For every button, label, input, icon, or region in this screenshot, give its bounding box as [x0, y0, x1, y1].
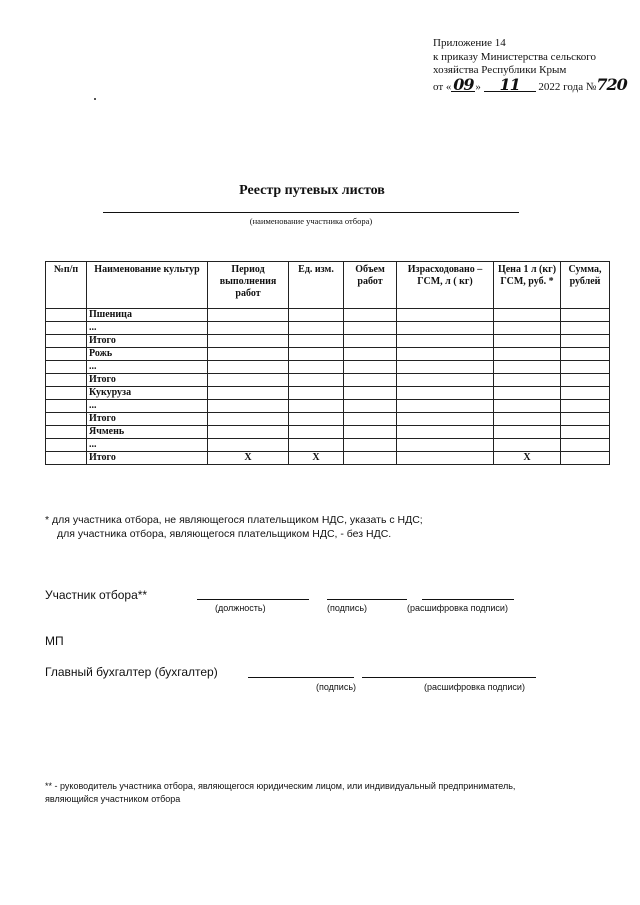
cell-period [208, 439, 289, 452]
cell-sum [561, 322, 610, 335]
cell-crop: ... [87, 400, 208, 413]
accountant-signature-field[interactable] [248, 677, 354, 678]
appendix-header [433, 37, 633, 94]
cell-num [46, 413, 87, 426]
table-row [46, 309, 610, 322]
cell-volume [344, 400, 397, 413]
cell-price [494, 426, 561, 439]
cell-volume [344, 348, 397, 361]
table-row [46, 426, 610, 439]
cell-fuel [397, 335, 494, 348]
cell-fuel [397, 387, 494, 400]
cell-price [494, 413, 561, 426]
cell-period [208, 413, 289, 426]
cell-period [208, 335, 289, 348]
ministry-name: хозяйства Республики Крым [433, 64, 567, 76]
vat-note-line-2: для участника отбора, являющегося плательщиком НДС, - без НДС. [57, 528, 392, 540]
waybill-registry-table [45, 261, 610, 465]
cell-unit: X [289, 452, 344, 465]
cell-fuel [397, 309, 494, 322]
cell-num [46, 348, 87, 361]
table-row [46, 400, 610, 413]
cell-period [208, 400, 289, 413]
cell-fuel [397, 400, 494, 413]
cell-volume [344, 426, 397, 439]
col-header-fuel: Израсходовано – ГСМ, л ( кг) [397, 262, 494, 309]
cell-unit [289, 348, 344, 361]
cell-volume [344, 439, 397, 452]
signature-caption: (подпись) [327, 603, 368, 613]
cell-num [46, 322, 87, 335]
cell-unit [289, 322, 344, 335]
table-header-row [46, 262, 610, 309]
cell-crop: Итого [87, 335, 208, 348]
accountant-label: Главный бухгалтер (бухгалтер) [45, 665, 218, 679]
footnote [45, 780, 515, 806]
participant-name-caption: (наименование участника отбора) [249, 216, 373, 226]
cell-sum [561, 374, 610, 387]
position-caption: (должность) [215, 603, 266, 613]
cell-volume [344, 361, 397, 374]
cell-fuel [397, 452, 494, 465]
order-reference: к приказу Министерства сельского [433, 50, 596, 63]
cell-period [208, 426, 289, 439]
cell-period [208, 361, 289, 374]
cell-fuel [397, 348, 494, 361]
accountant-decoding-caption: (расшифровка подписи) [424, 682, 525, 692]
cell-sum [561, 426, 610, 439]
cell-num [46, 452, 87, 465]
accountant-signature-caption: (подпись) [316, 682, 357, 692]
cell-volume [344, 322, 397, 335]
cell-fuel [397, 426, 494, 439]
cell-num [46, 361, 87, 374]
col-header-number: №п/п [46, 262, 87, 309]
cell-unit [289, 426, 344, 439]
cell-unit [289, 387, 344, 400]
table-row [46, 439, 610, 452]
cell-sum [561, 413, 610, 426]
accountant-decoding-field[interactable] [362, 677, 536, 678]
cell-volume [344, 452, 397, 465]
participant-label: Участник отбора** [45, 588, 148, 602]
table-row [46, 348, 610, 361]
cell-num [46, 335, 87, 348]
cell-volume [344, 387, 397, 400]
table-row [46, 413, 610, 426]
vat-note [45, 513, 423, 541]
cell-num [46, 309, 87, 322]
position-field[interactable] [197, 599, 309, 600]
cell-price [494, 309, 561, 322]
cell-price [494, 387, 561, 400]
cell-price [494, 348, 561, 361]
cell-price [494, 335, 561, 348]
cell-sum [561, 387, 610, 400]
decoding-caption: (расшифровка подписи) [407, 603, 508, 613]
cell-crop: Итого [87, 452, 208, 465]
cell-crop: ... [87, 322, 208, 335]
cell-crop: Итого [87, 374, 208, 387]
cell-period [208, 322, 289, 335]
cell-crop: ... [87, 361, 208, 374]
cell-period [208, 387, 289, 400]
cell-num [46, 374, 87, 387]
cell-price [494, 374, 561, 387]
stamp-label: МП [45, 634, 64, 648]
cell-volume [344, 335, 397, 348]
cell-unit [289, 361, 344, 374]
cell-unit [289, 374, 344, 387]
cell-price [494, 439, 561, 452]
document-title: Реестр путевых листов [239, 183, 385, 198]
footnote-line-2: являющийся участником отбора [45, 794, 181, 804]
cell-fuel [397, 439, 494, 452]
table-row [46, 452, 610, 465]
table-body [46, 309, 610, 465]
cell-crop: Ячмень [87, 426, 208, 439]
col-header-sum: Сумма, рублей [561, 262, 610, 309]
cell-period: X [208, 452, 289, 465]
cell-crop: Итого [87, 413, 208, 426]
participant-name-field[interactable] [103, 212, 519, 213]
cell-fuel [397, 413, 494, 426]
table-row [46, 322, 610, 335]
footnote-line-1: ** - руководитель участника отбора, являющегося юридическим лицом, или индивидуальный предприниматель, [45, 781, 516, 791]
cell-crop: Кукуруза [87, 387, 208, 400]
order-month: 11 [484, 79, 536, 92]
cell-unit [289, 400, 344, 413]
cell-unit [289, 439, 344, 452]
cell-unit [289, 413, 344, 426]
cell-sum [561, 348, 610, 361]
table-row [46, 374, 610, 387]
cell-period [208, 374, 289, 387]
cell-fuel [397, 361, 494, 374]
order-number: 720 [596, 74, 627, 94]
cell-period [208, 348, 289, 361]
col-header-price: Цена 1 л (кг) ГСМ, руб. * [494, 262, 561, 309]
order-date-line: от « 09 » 11 2022 года №720 [433, 74, 627, 94]
order-year: 2022 года [538, 80, 584, 93]
cell-num [46, 387, 87, 400]
cell-price [494, 322, 561, 335]
cell-price: X [494, 452, 561, 465]
cell-sum [561, 400, 610, 413]
cell-sum [561, 309, 610, 322]
cell-fuel [397, 374, 494, 387]
table-row [46, 335, 610, 348]
cell-crop: ... [87, 439, 208, 452]
cell-sum [561, 335, 610, 348]
cell-unit [289, 335, 344, 348]
cell-period [208, 309, 289, 322]
cell-volume [344, 309, 397, 322]
col-header-unit: Ед. изм. [289, 262, 344, 309]
decoding-field[interactable] [422, 599, 514, 600]
cell-sum [561, 361, 610, 374]
cell-crop: Рожь [87, 348, 208, 361]
signature-field[interactable] [327, 599, 407, 600]
cell-num [46, 400, 87, 413]
table-row [46, 387, 610, 400]
appendix-number: Приложение 14 [433, 37, 506, 49]
cell-fuel [397, 322, 494, 335]
cell-num [46, 426, 87, 439]
cell-sum [561, 439, 610, 452]
col-header-crop: Наименование культур [87, 262, 208, 309]
cell-price [494, 400, 561, 413]
order-day: 09 [453, 74, 474, 94]
scan-speck [94, 98, 96, 100]
cell-num [46, 439, 87, 452]
col-header-volume: Объем работ [344, 262, 397, 309]
cell-volume [344, 413, 397, 426]
cell-sum [561, 452, 610, 465]
cell-crop: Пшеница [87, 309, 208, 322]
cell-price [494, 361, 561, 374]
cell-unit [289, 309, 344, 322]
table-row [46, 361, 610, 374]
col-header-period: Период выполнения работ [208, 262, 289, 309]
vat-note-line-1: * для участника отбора, не являющегося плательщиком НДС, указать с НДС; [45, 514, 423, 526]
cell-volume [344, 374, 397, 387]
